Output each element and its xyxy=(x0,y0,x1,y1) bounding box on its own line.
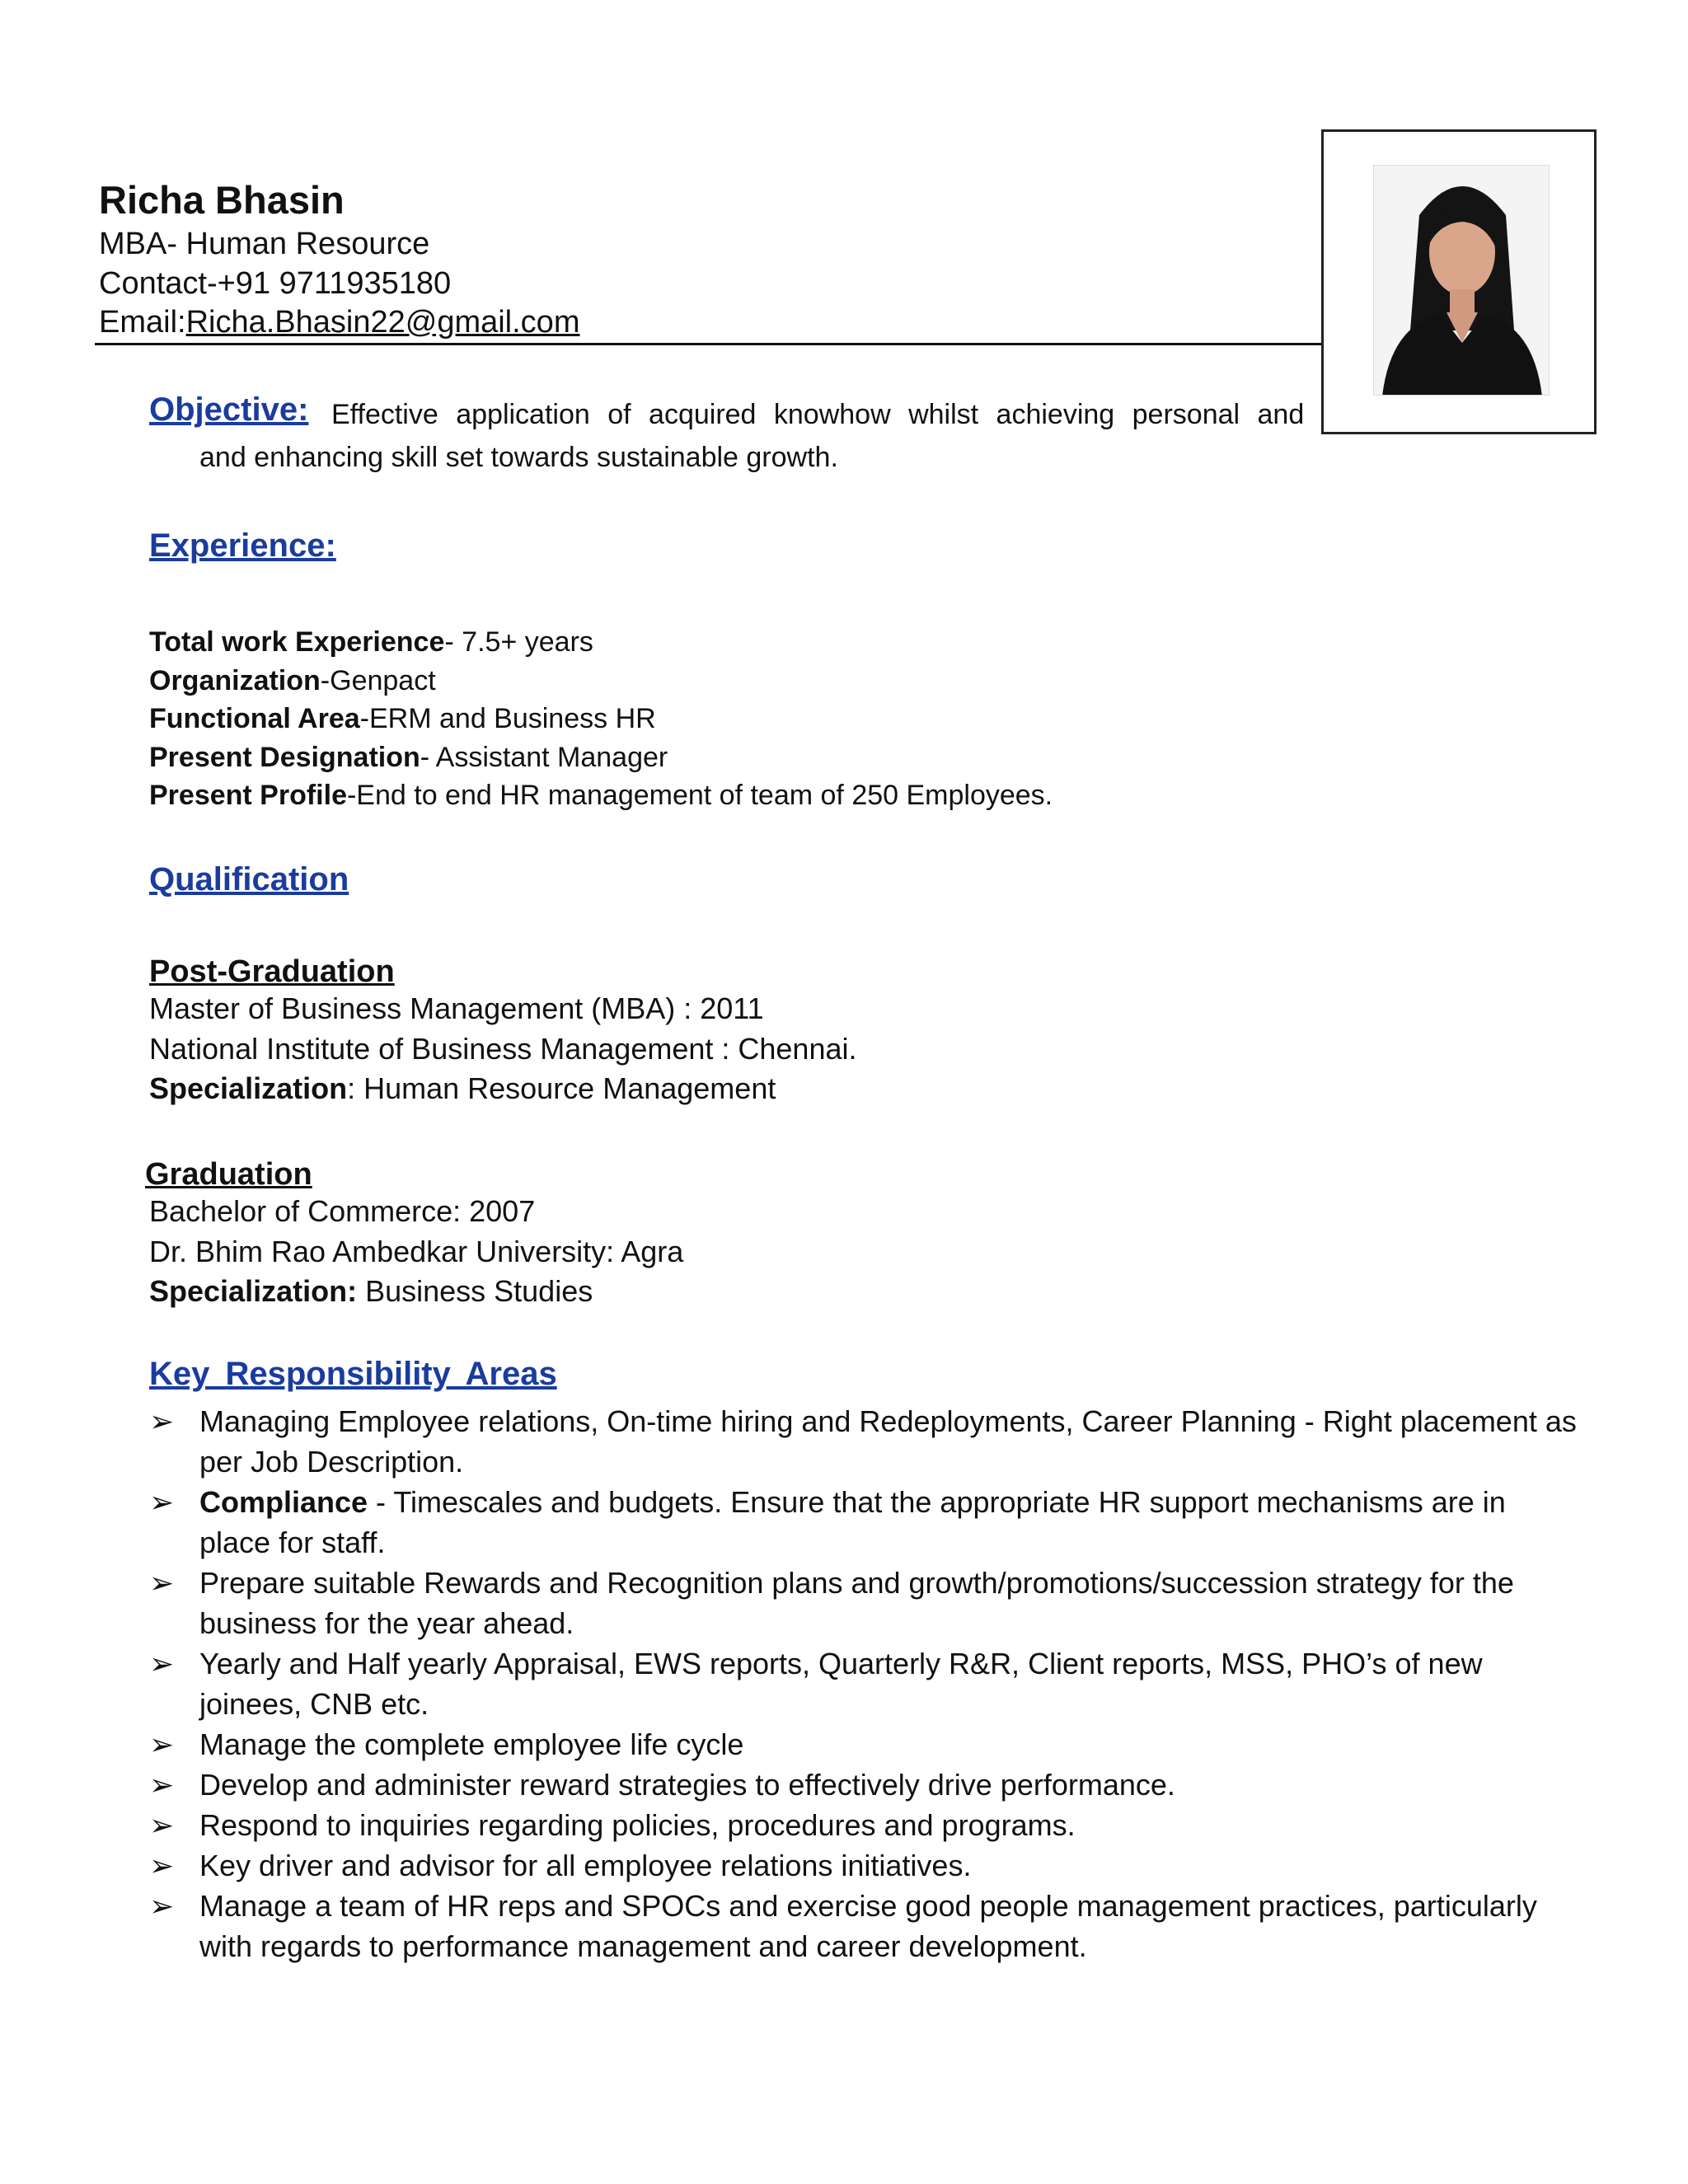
email-link[interactable]: Richa.Bhasin22@gmail.com xyxy=(185,305,580,340)
exp-value: - 7.5+ years xyxy=(444,626,593,658)
exp-label: Organization xyxy=(149,665,321,696)
arrow-bullet-icon: ➢ xyxy=(149,1889,175,1923)
graduation-title: Graduation xyxy=(145,1157,312,1192)
list-item xyxy=(149,1563,1583,1643)
list-item xyxy=(149,1845,1583,1886)
item-text: Managing Employee relations, On-time hiring and Redeployments, Career Planning - Right placement as per Job Description. xyxy=(199,1404,1577,1479)
email-line xyxy=(99,305,579,340)
portrait-image xyxy=(1373,165,1550,396)
exp-organization xyxy=(149,665,436,697)
item-text: Develop and administer reward strategies to effectively drive performance. xyxy=(199,1768,1175,1802)
exp-designation xyxy=(149,742,668,774)
arrow-bullet-icon: ➢ xyxy=(149,1768,175,1802)
objective-heading: Objective: xyxy=(149,391,309,428)
item-bold: Compliance xyxy=(199,1485,368,1519)
contact-line: Contact-+91 9711935180 xyxy=(99,266,452,301)
arrow-bullet-icon: ➢ xyxy=(149,1808,175,1842)
exp-label: Functional Area xyxy=(149,703,360,734)
profile-photo xyxy=(1321,129,1597,434)
item-text: Yearly and Half yearly Appraisal, EWS reports, Quarterly R&R, Client reports, MSS, PHO’s of new joinees, CNB etc. xyxy=(199,1647,1483,1721)
spec-value: : Human Resource Management xyxy=(347,1071,776,1105)
arrow-bullet-icon: ➢ xyxy=(149,1404,175,1438)
item-text: Prepare suitable Rewards and Recognition plans and growth/promotions/succession strategy for the business for the year ahead. xyxy=(199,1566,1514,1640)
grad-university: Dr. Bhim Rao Ambedkar University: Agra xyxy=(149,1235,684,1268)
qualification-heading: Qualification xyxy=(149,861,349,898)
exp-value: - Assistant Manager xyxy=(420,742,668,773)
exp-label: Present Profile xyxy=(149,780,347,811)
post-graduation-title: Post-Graduation xyxy=(149,954,395,989)
exp-value: -Genpact xyxy=(320,665,436,696)
list-item xyxy=(149,1886,1583,1966)
candidate-name: Richa Bhasin xyxy=(99,178,345,222)
arrow-bullet-icon: ➢ xyxy=(149,1647,175,1680)
list-item xyxy=(149,1643,1583,1724)
item-text: Respond to inquiries regarding policies, procedures and programs. xyxy=(199,1808,1076,1842)
objective-text-line1: Effective application of acquired knowhow whilst achieving personal and xyxy=(331,399,1305,430)
grad-specialization xyxy=(149,1274,593,1309)
list-item xyxy=(149,1765,1583,1805)
exp-label: Total work Experience xyxy=(149,626,445,658)
header-divider xyxy=(95,343,1323,345)
list-item xyxy=(149,1805,1583,1845)
exp-profile xyxy=(149,780,1053,812)
spec-label: Specialization: xyxy=(149,1274,358,1308)
experience-heading: Experience: xyxy=(149,527,336,564)
kra-list xyxy=(149,1401,1583,1966)
spec-label: Specialization xyxy=(149,1071,348,1105)
email-label: Email: xyxy=(99,305,186,340)
item-text: Key driver and advisor for all employee relations initiatives. xyxy=(199,1849,972,1882)
exp-value: -ERM and Business HR xyxy=(359,703,656,734)
item-text: Manage a team of HR reps and SPOCs and exercise good people management practices, particularly with regards to performance management and career development. xyxy=(199,1889,1537,1963)
list-item xyxy=(149,1482,1583,1563)
degree-line: MBA- Human Resource xyxy=(99,227,430,261)
exp-label: Present Designation xyxy=(149,742,420,773)
objective-text-line2: and enhancing skill set towards sustainable growth. xyxy=(199,442,838,473)
list-item xyxy=(149,1401,1583,1482)
portrait-icon xyxy=(1374,166,1550,396)
arrow-bullet-icon: ➢ xyxy=(149,1727,175,1761)
item-text: Manage the complete employee life cycle xyxy=(199,1727,744,1761)
post-grad-institute: National Institute of Business Management : Chennai. xyxy=(149,1032,857,1066)
exp-functional-area xyxy=(149,703,656,735)
arrow-bullet-icon: ➢ xyxy=(149,1849,175,1882)
grad-degree: Bachelor of Commerce: 2007 xyxy=(149,1194,536,1228)
post-grad-specialization xyxy=(149,1071,776,1106)
kra-heading: Key Responsibility Areas xyxy=(149,1356,557,1392)
post-grad-degree: Master of Business Management (MBA) : 2011 xyxy=(149,991,764,1025)
list-item xyxy=(149,1724,1583,1765)
exp-total xyxy=(149,626,593,658)
arrow-bullet-icon: ➢ xyxy=(149,1566,175,1600)
item-text: - Timescales and budgets. Ensure that the appropriate HR support mechanisms are in place for staff. xyxy=(199,1485,1506,1559)
spec-value: Business Studies xyxy=(357,1274,593,1308)
arrow-bullet-icon: ➢ xyxy=(149,1485,175,1519)
exp-value: -End to end HR management of team of 250 Employees. xyxy=(346,780,1053,811)
